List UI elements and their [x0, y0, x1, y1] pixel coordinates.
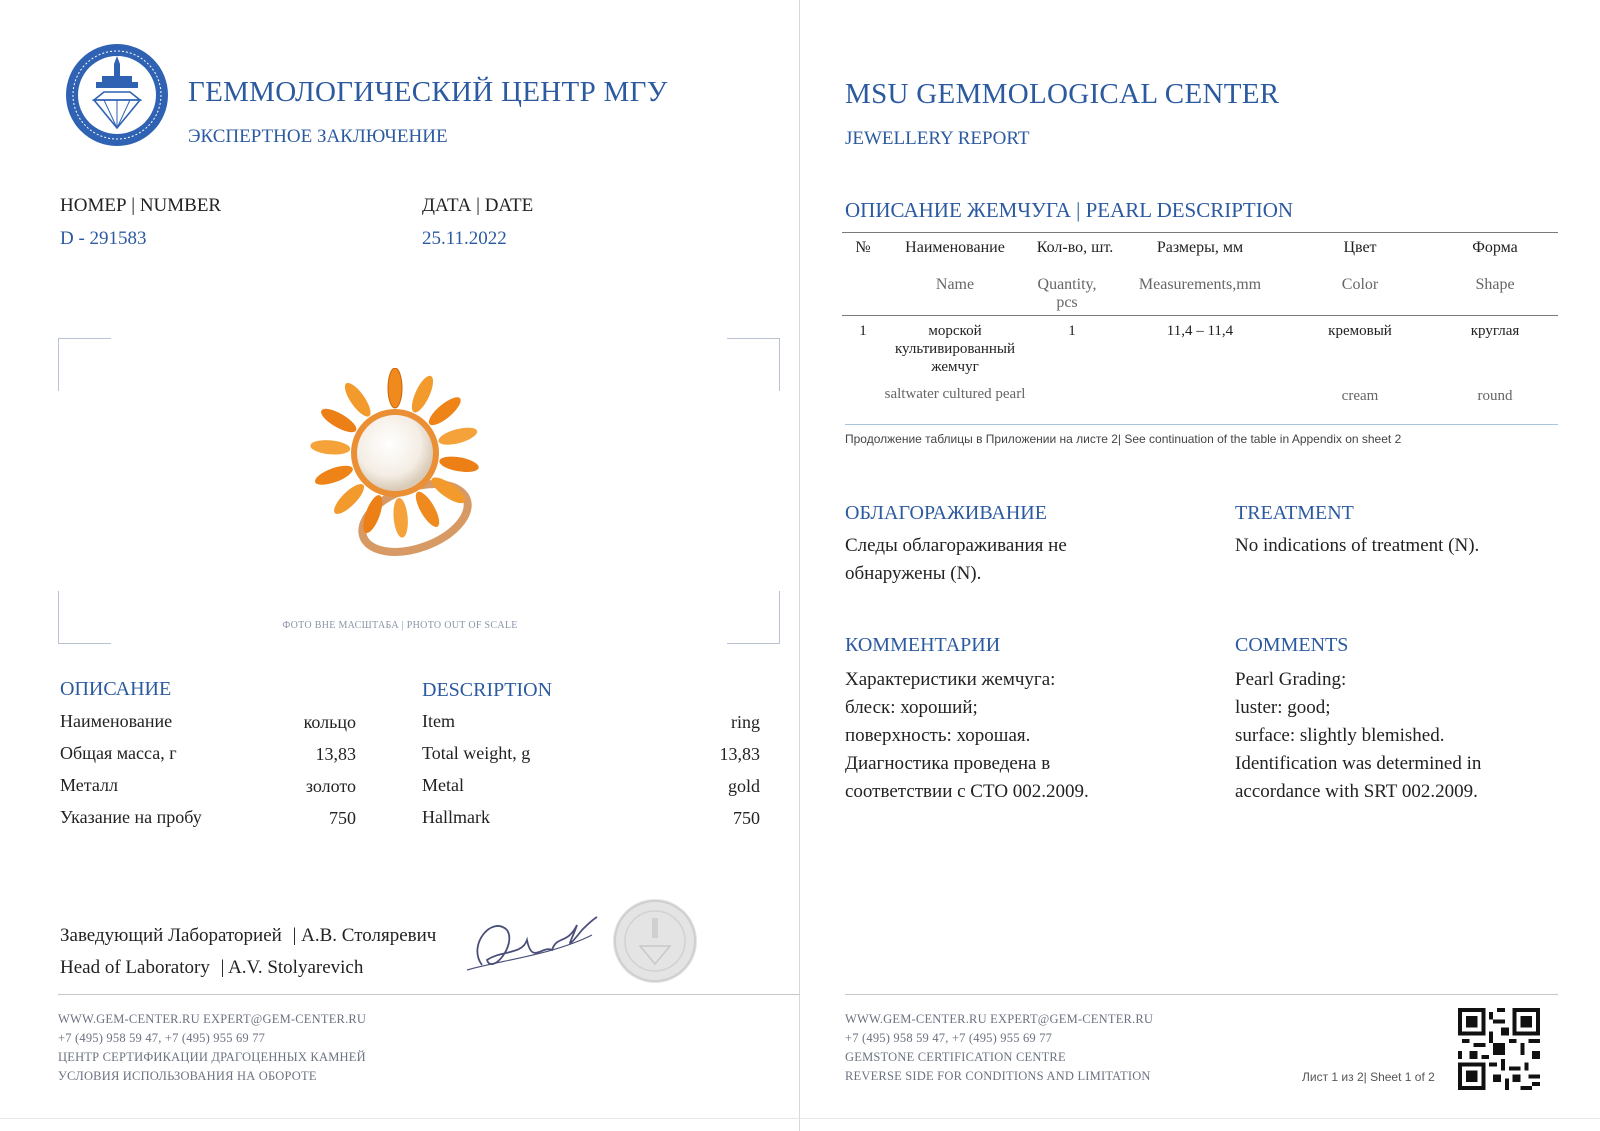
desc-en-label: Total weight, g — [422, 743, 531, 763]
row-name-ru: морской культивированный жемчуг — [894, 323, 1016, 375]
table-continuation-note: Продолжение таблицы в Приложении на листе 2| See continuation of the table in Appendix on sheet 2 — [845, 432, 1402, 446]
sheet-counter: Лист 1 из 2| Sheet 1 of 2 — [1302, 1070, 1435, 1084]
col-num-header: № — [855, 239, 871, 256]
signature-role-ru-text: Заведующий Лабораторией — [60, 925, 282, 946]
desc-ru-label: Наименование — [60, 711, 173, 731]
table-bottom-rule — [845, 424, 1558, 425]
row-num: 1 — [859, 323, 867, 339]
desc-en-value: ring — [731, 712, 760, 732]
comment-line-ru: соответствии с СТО 002.2009. — [845, 781, 1089, 802]
header-subtitle-en: JEWELLERY REPORT — [845, 128, 1030, 149]
col-color-header-ru: Цвет — [1343, 239, 1377, 256]
photo-frame-corner — [58, 591, 111, 644]
treatment-text-ru: Следы облагораживания не обнаружены (N). — [845, 535, 1067, 584]
footer-left-contacts: WWW.GEM-CENTER.RU EXPERT@GEM-CENTER.RU — [58, 1012, 367, 1026]
table-header-rule — [842, 315, 1558, 316]
table-top-rule — [842, 232, 1558, 233]
treatment-heading-ru: ОБЛАГОРАЖИВАНИЕ — [845, 502, 1047, 524]
comments-en — [1235, 666, 1481, 806]
pearl-description-heading: ОПИСАНИЕ ЖЕМЧУГА | PEARL DESCRIPTION — [845, 198, 1294, 222]
row-qty: 1 — [1068, 323, 1076, 339]
treatment-heading-en: TREATMENT — [1235, 502, 1354, 524]
signature-name-en: | A.V. Stolyarevich — [220, 957, 364, 978]
header-title-en: MSU GEMMOLOGICAL CENTER — [845, 78, 1280, 110]
footer-left-conditions: УСЛОВИЯ ИСПОЛЬЗОВАНИЯ НА ОБОРОТЕ — [58, 1069, 317, 1083]
pearl-ring-photo — [310, 368, 480, 558]
comments-heading-en: COMMENTS — [1235, 634, 1349, 656]
photo-frame-corner — [727, 591, 780, 644]
comment-line-ru: Характеристики жемчуга: — [845, 669, 1056, 690]
photo-frame-corner — [727, 338, 780, 391]
date-value: 25.11.2022 — [422, 228, 507, 249]
sheet-bottom-edge — [0, 1118, 1600, 1119]
desc-ru-value: 13,83 — [315, 744, 356, 764]
footer-right-contacts: WWW.GEM-CENTER.RU EXPERT@GEM-CENTER.RU — [845, 1012, 1154, 1026]
col-shape-header-ru: Форма — [1472, 239, 1518, 256]
footer-right-conditions: REVERSE SIDE FOR CONDITIONS AND LIMITATION — [845, 1069, 1151, 1083]
description-heading-en: DESCRIPTION — [422, 679, 553, 701]
desc-en-value: gold — [727, 776, 760, 796]
signature-role-en-text: Head of Laboratory — [60, 957, 210, 978]
footer-rule — [845, 994, 1558, 995]
date-label: ДАТА | DATE — [422, 195, 534, 216]
desc-ru-label: Общая масса, г — [60, 743, 177, 763]
row-shape-en: round — [1477, 388, 1513, 404]
comments-ru — [845, 666, 1089, 806]
stamp-seal-icon — [612, 898, 698, 984]
col-name-header-ru: Наименование — [905, 239, 1005, 256]
signature-role-en — [60, 957, 363, 979]
comments-heading-ru: КОММЕНТАРИИ — [845, 634, 1001, 656]
footer-left-centre: ЦЕНТР СЕРТИФИКАЦИИ ДРАГОЦЕННЫХ КАМНЕЙ — [58, 1050, 366, 1064]
row-name-en: saltwater cultured pearl — [884, 386, 1026, 402]
desc-ru-value: 750 — [329, 808, 356, 828]
number-value: D - 291583 — [60, 228, 147, 249]
signature-name-ru: | А.В. Столяревич — [292, 925, 437, 946]
footer-left-phones: +7 (495) 958 59 47, +7 (495) 955 69 77 — [58, 1031, 266, 1045]
desc-ru-value: кольцо — [303, 712, 356, 732]
header-title-ru: ГЕММОЛОГИЧЕСКИЙ ЦЕНТР МГУ — [188, 76, 668, 108]
desc-en-label: Hallmark — [422, 807, 490, 827]
header-subtitle-ru: ЭКСПЕРТНОЕ ЗАКЛЮЧЕНИЕ — [188, 126, 448, 147]
signature-role-ru — [60, 925, 436, 947]
desc-en-value: 750 — [733, 808, 760, 828]
page-fold-divider — [799, 0, 800, 1131]
row-size: 11,4 – 11,4 — [1166, 323, 1234, 339]
qr-code-icon[interactable] — [1458, 1008, 1540, 1090]
desc-ru-label: Металл — [60, 775, 118, 795]
col-color-header-en: Color — [1341, 276, 1379, 293]
comment-line-ru: Диагностика проведена в — [845, 753, 1051, 774]
desc-en-label: Item — [422, 711, 455, 731]
row-color-en: cream — [1341, 388, 1379, 404]
comment-line-en: luster: good; — [1235, 697, 1331, 718]
footer-rule — [58, 994, 800, 995]
comment-line-en: Pearl Grading: — [1235, 669, 1347, 690]
footer-right-centre: GEMSTONE CERTIFICATION CENTRE — [845, 1050, 1066, 1064]
desc-en-value: 13,83 — [719, 744, 760, 764]
photo-note: ФОТО ВНЕ МАСШТАБА | PHOTO OUT OF SCALE — [282, 620, 518, 631]
desc-en-label: Metal — [422, 775, 464, 795]
col-shape-header-en: Shape — [1475, 276, 1515, 293]
description-heading-ru: ОПИСАНИЕ — [60, 678, 172, 700]
comment-line-en: Identification was determined in — [1235, 753, 1482, 774]
col-size-header-en: Measurements,mm — [1138, 276, 1262, 293]
comment-line-en: surface: slightly blemished. — [1235, 725, 1445, 746]
treatment-text-en: No indications of treatment (N). — [1235, 535, 1480, 556]
col-qty-header-ru: Кол-во, шт. — [1036, 239, 1114, 256]
photo-frame-corner — [58, 338, 111, 391]
row-shape-ru: круглая — [1470, 323, 1520, 339]
comment-line-ru: блеск: хороший; — [845, 697, 978, 718]
footer-right — [845, 1010, 1153, 1086]
footer-left — [58, 1010, 366, 1086]
footer-right-phones: +7 (495) 958 59 47, +7 (495) 955 69 77 — [845, 1031, 1053, 1045]
desc-ru-value: золото — [305, 776, 356, 796]
signature-icon — [462, 905, 602, 985]
number-label: НОМЕР | NUMBER — [60, 195, 222, 216]
col-name-header-en: Name — [935, 276, 975, 293]
comment-line-en: accordance with SRT 002.2009. — [1235, 781, 1478, 802]
col-size-header-ru: Размеры, мм — [1156, 239, 1244, 256]
msu-gem-center-logo-icon — [64, 42, 170, 148]
desc-ru-label: Указание на пробу — [60, 807, 202, 827]
comment-line-ru: поверхность: хорошая. — [845, 725, 1031, 746]
col-qty-header-en: Quantity, pcs — [1037, 276, 1097, 311]
row-color-ru: кремовый — [1328, 323, 1392, 339]
